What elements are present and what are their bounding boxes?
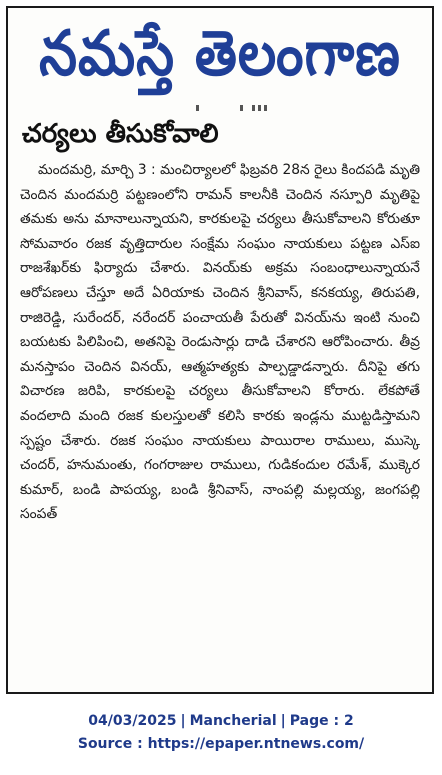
footer-page: Page : 2 xyxy=(289,713,354,729)
footer-separator: | xyxy=(180,713,186,729)
footer-separator: | xyxy=(280,713,286,729)
footer-info xyxy=(0,713,442,729)
cropped-text-strip xyxy=(18,103,422,113)
masthead-title: నమస్తే తెలంగాణ xyxy=(39,17,401,90)
footer-source[interactable]: Source : https://epaper.ntnews.com/ xyxy=(77,736,365,752)
article-body: మందమర్రి, మార్చి 3 : మంచిర్యాలలో ఫిబ్రవరి 28న రైలు కిందపడి మృతి చెందిన మందమర్రి పట్టణంలోని రామన్ కాలనీకి చెందిన నస్పూరి మృతిపై తమకు అను మానాలున్నాయని, కారకులపై చర్యలు తీసుకోవాలని కోరుతూ సోమవారం రజక వృత్తిదారుల సంక్షేమ సంఘం నాయకులు పట్టణ ఎస్ఐ రాజశేఖర్‌కు ఫిర్యాదు చేశారు. వినయ్‌కు అక్రమ సంబంధాలున్నాయనే ఆరోపణలు చేస్తూ అదే ఏరియాకు చెందిన శ్రీనివాస్, కనకయ్య, తిరుపతి, రాజిరెడ్డి, సురేందర్, నరేందర్ పంచాయతీ పేరుతో వినయ్‌ను ఇంటి నుంచి బయటకు పిలిపించి, అతనిపై రెండుసార్లు దాడి చేశారని ఆరోపించారు. తీవ్ర మనస్తాపం చెందిన వినయ్, ఆత్మహత్యకు పాల్పడ్డాడన్నారు. దీనిపై తగు విచారణ జరిపి, కారకులపై చర్యలు తీసుకోవాలని కోరారు. లేకపోతే వందలాది మంది రజక కులస్తులతో కలిసి కారకు ఇండ్లను ముట్టడిస్తామని స్పష్టం చేశారు. రజక సంఘం నాయకులు పాయిరాల రాములు, ముస్కె చందర్, హనుమంతు, గంగరాజుల రాములు, గుడికందుల రమేశ్, ముక్కెర కుమార్, బండి పాపయ్య, బండి శ్రీనివాస్, నాంపల్లి మల్లయ్య, జంగపల్లి సంపత్ xyxy=(20,162,420,523)
article-headline: చర్యలు తీసుకోవాలి xyxy=(22,119,219,149)
masthead xyxy=(8,8,432,100)
footer-edition: Mancherial xyxy=(189,713,277,729)
footer-date: 04/03/2025 xyxy=(88,713,177,729)
newspaper-clipping xyxy=(6,6,434,694)
